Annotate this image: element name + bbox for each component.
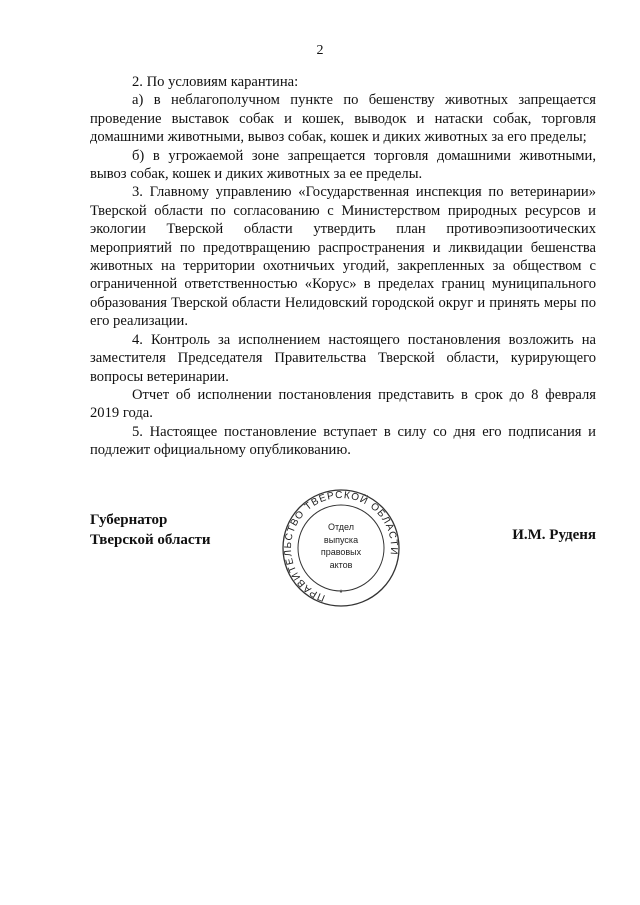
stamp-line-3: правовых [320,547,362,557]
stamp-line-1: Отдел [327,522,355,532]
paragraph-item-3: 3. Главному управлению «Государственная инспекция по ветеринарии» Тверской области по согласованию с Министерством природных ресурсов и экологии Тверской области утвердить план противоэпизоотических мероприятий по предотвращению распространения и ликвидации бешенства животных на территории охотничьих угодий, закрепленных за обществом с ограниченной ответственностью «Корус» в пределах границ муниципального образования Тверской области Нелидовский городской округ и принять меры по его реализации. [90,184,596,330]
paragraph-quarantine-conditions: 2. По условиям карантина: [132,74,299,90]
stamp-ring-text: ПРАВИТЕЛЬСТВО ТВЕРСКОЙ ОБЛАСТИ [282,489,400,604]
stamp-line-4: актов [329,559,353,570]
signatory-name: И.М. Руденя [512,527,596,543]
document-body [90,73,596,460]
stamp-line-2: выпуска [323,534,359,545]
paragraph-item-5: 5. Настоящее постановление вступает в силу со дня его подписания и подлежит официальному опубликованию. [90,423,596,459]
stamp-department [281,521,401,571]
paragraph-item-4: 4. Контроль за исполнением настоящего постановления возложить на заместителя Председателя Правительства Тверской области, курирующего вопросы ветеринарии. [90,331,596,385]
stamp-star-mark: * [339,588,343,598]
signatory-title: Губернатор [90,512,168,528]
paragraph-item-b: б) в угрожаемой зоне запрещается торговля домашними животными, вывоз собак, кошек и диких животных за ее пределы. [90,147,596,183]
signatory-region: Тверской области [90,532,211,548]
official-stamp [281,488,401,608]
signatory-position [90,510,211,550]
paragraph-item-a: а) в неблагополучном пункте по бешенству животных запрещается проведение выставок собак и кошек, выводок и натаски собак, торговля домашними животными, вывоз собак, кошек и диких животных за его пределы; [90,92,596,146]
page-number: 2 [316,43,324,58]
paragraph-report-deadline: Отчет об исполнении постановления представить в срок до 8 февраля 2019 года. [90,386,596,422]
